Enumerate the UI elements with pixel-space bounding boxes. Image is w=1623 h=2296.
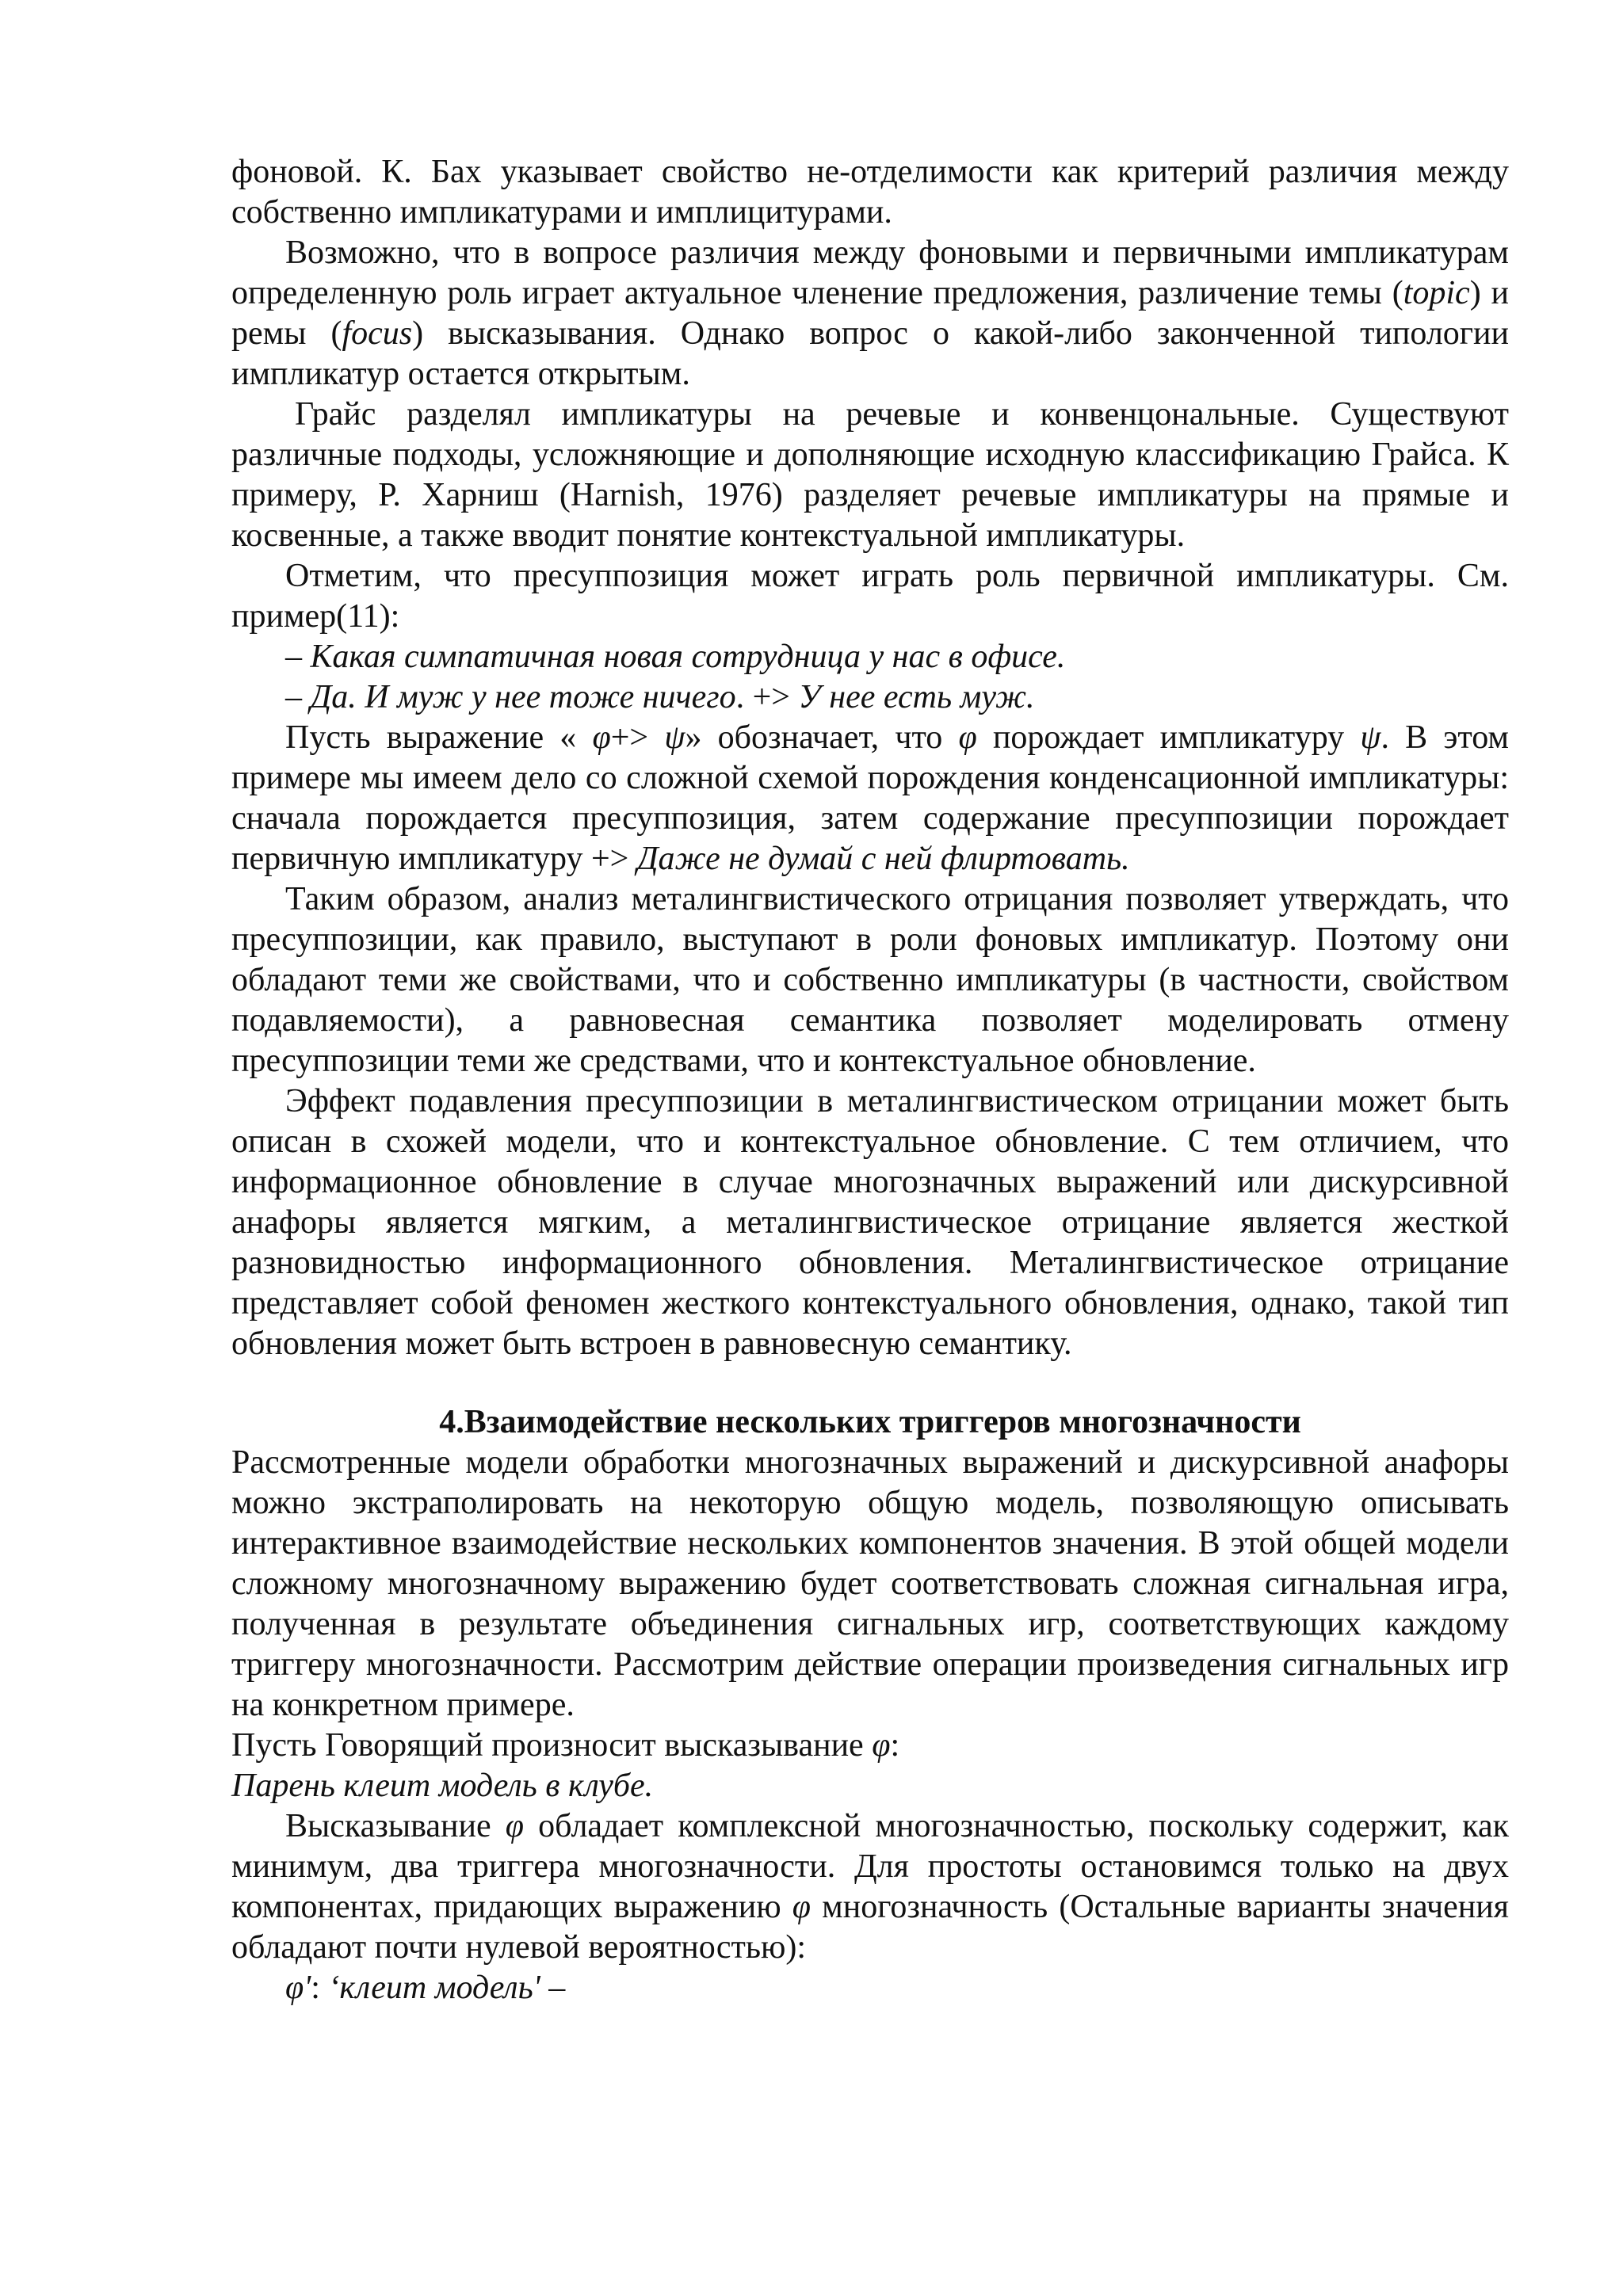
paragraph-1-text: фоновой. К. Бах указывает свойство не-отделимости как критерий различия между собственно импликатурами и имплицитурами. [231, 154, 1509, 231]
paragraph-8-text: Рассмотренные модели обработки многозначных выражений и дискурсивной анафоры можно экстраполировать на некоторую общую модель, позволяющую описывать интерактивное взаимодействие нескольких компонентов значения. В этой общей модели сложному многозначному выражению будет соответствовать сложная сигнальная игра, полученная в результате объединения сигнальных игр, соответствующих каждому триггеру многозначности. Рассмотрим действие операции произведения сигнальных игр на конкретном примере. [231, 1444, 1509, 1723]
paragraph-11 [231, 1806, 1509, 1968]
symbol-phi: φ [592, 719, 611, 756]
symbol-phi: φ [792, 1889, 812, 1925]
paragraph-2-text-b: ) и ремы ( [231, 275, 1510, 352]
example-dash: – [285, 639, 311, 675]
paragraph-9 [231, 1726, 1509, 1766]
symbol-psi: ψ [1360, 719, 1381, 756]
section-heading: 4.Взаимодействие нескольких триггеров многозначности [439, 1404, 1301, 1440]
paragraph-12-text-a: : [311, 1970, 329, 2006]
symbol-phi: φ [505, 1808, 524, 1844]
example-line-1 [231, 637, 1509, 677]
example-sentence [231, 1766, 1509, 1806]
symbol-phi: φ [958, 719, 977, 756]
paragraph-2-text-c: ) высказывания. Однако вопрос о какой-либо законченной типологии импликатур остается открытым. [231, 315, 1509, 392]
paragraph-12-text-b: ‘клеит модель' – [328, 1970, 566, 2006]
implicature-arrow: +> [610, 719, 665, 756]
paragraph-5-text-e: Даже не думай с ней флиртовать. [636, 841, 1130, 877]
paragraph-2-text-a: Возможно, что в вопросе различия между фоновыми и первичными импликатурам определенную роль играет актуальное членение предложения, различение темы ( [231, 235, 1509, 311]
paragraph-11-text-b: обладает комплексной многозначностью, поскольку содержит, как минимум, два триггера многозначности. Для простоты остановимся только на двух компонентах, придающих выражению [231, 1808, 1509, 1925]
example-2-text: Да. И муж у нее тоже ничего [310, 679, 736, 715]
paragraph-3-text: Грайс разделял импликатуры на речевые и конвенцональные. Существуют различные подходы, усложняющие и дополняющие исходную классификацию Грайса. К примеру, Р. Харниш (Harnish, 1976) разделяет речевые импликатуры на прямые и косвенные, а также вводит понятие контекстуальной импликатуры. [231, 396, 1509, 554]
paragraph-2 [231, 233, 1509, 395]
paragraph-3 [231, 395, 1509, 556]
paragraph-6 [231, 879, 1509, 1081]
paragraph-4-text: Отметим, что пресуппозиция может играть роль первичной импликатуры. См. пример(11): [231, 558, 1509, 635]
paragraph-1 [231, 152, 1509, 233]
paragraph-5 [231, 718, 1509, 879]
example-2-implied: У нее есть муж. [798, 679, 1035, 715]
paragraph-7-text: Эффект подавления пресуппозиции в металингвистическом отрицании может быть описан в схожей модели, что и контекстуальное обновление. С тем отличием, что информационное обновление в случае многозначных выражений или дискурсивной анафоры является мягким, а металингвистическое отрицание является жесткой разновидностью информационного обновления. Металингвистическое отрицание представляет собой феномен жесткого контекстуального обновления, однако, такой тип обновления может быть встроен в равновесную семантику. [231, 1083, 1509, 1362]
implicature-arrow: +> [590, 841, 637, 877]
paragraph-9-text-a: Пусть Говорящий произносит высказывание [231, 1727, 873, 1764]
paragraph-11-text-c: многозначность (Остальные варианты значения обладают почти нулевой вероятностью): [231, 1889, 1510, 1966]
paragraph-5-text-b: » обозначает, что [685, 719, 959, 756]
paragraph-9-text-b: : [890, 1727, 900, 1764]
implicature-arrow: . +> [735, 679, 799, 715]
term-focus: focus [342, 315, 413, 352]
paragraph-12 [231, 1968, 1509, 2008]
paragraph-8 [231, 1443, 1509, 1726]
paragraph-7 [231, 1081, 1509, 1364]
term-topic: topic [1403, 275, 1470, 311]
symbol-phi: φ [872, 1727, 891, 1764]
example-1-text: Какая симпатичная новая сотрудница у нас в офисе. [310, 639, 1066, 675]
symbol-psi: ψ [664, 719, 685, 756]
example-line-2 [231, 677, 1509, 718]
paragraph-11-text-a: Высказывание [285, 1808, 506, 1844]
paragraph-5-text-d: . В этом примере мы имеем дело со сложной схемой порождения конденсационной импликатуры: сначала порождается пресуппозиция, затем содержание пресуппозиции порождает первичную импликатуру [231, 719, 1510, 877]
paragraph-5-text-a: Пусть выражение « [285, 719, 593, 756]
example-dash: – [285, 679, 311, 715]
example-sentence-text: Парень клеит модель в клубе. [231, 1768, 654, 1804]
paragraph-4 [231, 556, 1509, 637]
document-page [231, 152, 1509, 2008]
paragraph-6-text: Таким образом, анализ металингвистического отрицания позволяет утверждать, что пресуппозиции, как правило, выступают в роли фоновых импликатур. Поэтому они обладают теми же свойствами, что и собственно импликатуры (в частности, свойством подавляемости), а равновесная семантика позволяет моделировать отмену пресуппозиции теми же средствами, что и контекстуальное обновление. [231, 881, 1509, 1079]
paragraph-5-text-c: порождает импликатуру [976, 719, 1361, 756]
symbol-phi-prime: φ' [285, 1970, 311, 2006]
